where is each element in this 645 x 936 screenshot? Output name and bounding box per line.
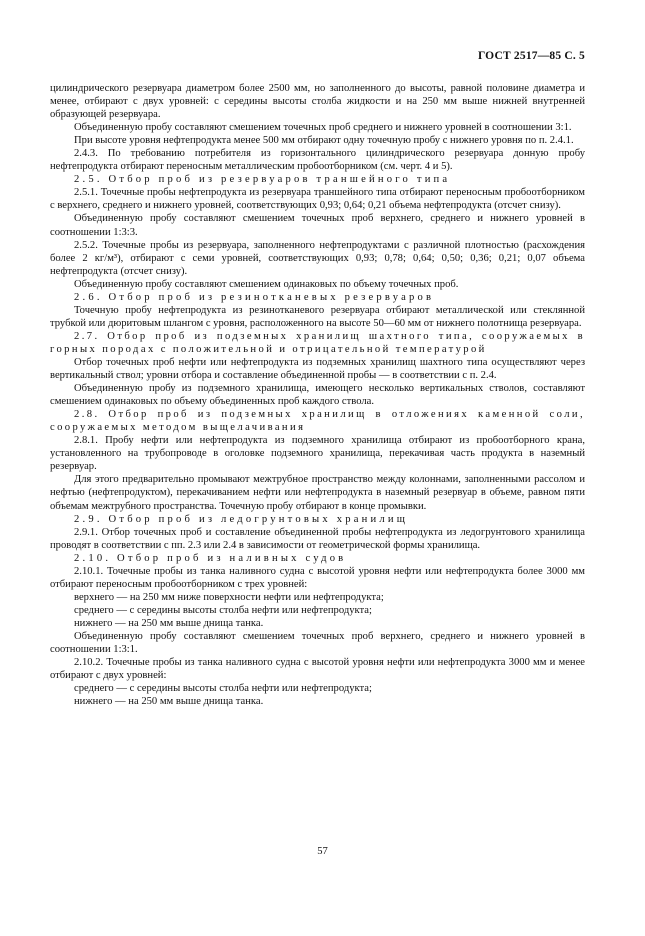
section-heading: 2.9. Отбор проб из ледогрунтовых хранилищ xyxy=(74,513,409,525)
paragraph: нижнего — на 250 мм выше днища танка. xyxy=(74,696,264,708)
page-header: ГОСТ 2517—85 С. 5 xyxy=(477,50,585,62)
paragraph: 2.9.1. Отбор точечных проб и составление объединенной пробы нефтепродукта из ледогрунтового хранилища проводят в соответствии с пп. 2.3 или 2.4 в зависимости от геометрической формы хранилища. xyxy=(50,526,585,551)
page-number: 57 xyxy=(317,846,328,857)
paragraph: 2.5.2. Точечные пробы из резервуара, заполненного нефтепродуктами с различной плотностью (расхождения более 2 кг/м³), отбирают с семи уровней, соответствующих 0,93; 0,78; 0,64; 0,50; 0,36; 0,21; 0,07 объема нефтепродукта (отсчет снизу). xyxy=(50,239,585,277)
paragraph: Объединенную пробу составляют смешением точечных проб верхнего, среднего и нижнего уровней в соотношении 1:3:1. xyxy=(50,630,585,656)
paragraph: Объединенную пробу составляют смешением точечных проб среднего и нижнего уровней в соотношении 3:1. xyxy=(74,122,572,134)
section-heading: 2.8. Отбор проб из подземных хранилищ в отложениях каменной соли, сооружаемых методом выщелачивания xyxy=(50,409,585,434)
paragraph: Объединенную пробу из подземного хранилища, имеющего несколько вертикальных стволов, составляют смешением одинаковых по объему объединенных проб каждого ствола. xyxy=(50,383,585,408)
paragraph: Точечную пробу нефтепродукта из резинотканевого резервуара отбирают металлической или стеклянной трубкой или дюритовым шлангом с уровня, расположенного на высоте 50—60 мм от нижнего полотнища резервуара. xyxy=(50,304,585,329)
paragraph: Для этого предварительно промывают межтрубное пространство между колоннами, заполненными рассолом и нефтью (нефтепродуктом), перекачиванием нефти или нефтепродукта в наземный резервуар в объеме, равном пяти объемам межтрубного пространства. Точечную пробу отбирают в конце промывки. xyxy=(50,474,585,512)
section-heading: 2.7. Отбор проб из подземных хранилищ шахтного типа, сооружаемых в горных породах с положительной и отрицательной температурой xyxy=(50,330,585,355)
section-heading: 2.6. Отбор проб из резинотканевых резервуаров xyxy=(74,291,435,303)
paragraph: Отбор точечных проб нефти или нефтепродукта из подземных хранилищ шахтного типа осуществляют через вертикальный ствол; уровни отбора и составление объединенной пробы — в соответствии с п. 2.4. xyxy=(50,356,585,382)
paragraph: Объединенную пробу составляют смешением одинаковых по объему точечных проб. xyxy=(74,278,459,290)
paragraph: цилиндрического резервуара диаметром более 2500 мм, но заполненного до высоты, равной половине диаметра и менее, отбирают с двух уровней: с середины высоты столба жидкости и на 250 мм выше нижней внутренней образующей резервуара. xyxy=(50,83,585,121)
paragraph: 2.10.1. Точечные пробы из танка наливного судна с высотой уровня нефти или нефтепродукта более 3000 мм отбирают переносным пробоотборником с трех уровней: xyxy=(50,565,585,590)
section-heading: 2.5. Отбор проб из резервуаров траншейного типа xyxy=(74,174,451,186)
paragraph: верхнего — на 250 мм ниже поверхности нефти или нефтепродукта; xyxy=(74,591,384,603)
paragraph: среднего — с середины высоты столба нефти или нефтепродукта; xyxy=(74,604,372,616)
paragraph: 2.4.3. По требованию потребителя из горизонтального цилиндрического резервуара донную пробу нефтепродукта отбирают переносным металлическим пробоотборником (см. черт. 4 и 5). xyxy=(50,148,585,173)
paragraph: среднего — с середины высоты столба нефти или нефтепродукта; xyxy=(74,683,372,695)
paragraph: 2.5.1. Точечные пробы нефтепродукта из резервуара траншейного типа отбирают переносным пробоотборником с верхнего, среднего и нижнего уровней, соответствующих 0,93; 0,64; 0,21 объема нефтепродукта (отсчет снизу). xyxy=(50,187,585,212)
paragraph: 2.10.2. Точечные пробы из танка наливного судна с высотой уровня нефти или нефтепродукта 3000 мм и менее отбирают с двух уровней: xyxy=(50,657,585,682)
paragraph: 2.8.1. Пробу нефти или нефтепродукта из подземного хранилища отбирают из пробоотборного крана, установленного на трубопроводе в оголовке подземного хранилища, перекачивая часть продукта в наземный резервуар. xyxy=(50,435,585,473)
paragraph: При высоте уровня нефтепродукта менее 500 мм отбирают одну точечную пробу с нижнего уровня по п. 2.4.1. xyxy=(74,135,574,147)
paragraph: Объединенную пробу составляют смешением точечных проб верхнего, среднего и нижнего уровней в соотношении 1:3:3. xyxy=(50,213,585,238)
document-body xyxy=(50,82,585,708)
section-heading: 2.10. Отбор проб из наливных судов xyxy=(74,552,347,564)
paragraph: нижнего — на 250 мм выше днища танка. xyxy=(74,617,264,629)
